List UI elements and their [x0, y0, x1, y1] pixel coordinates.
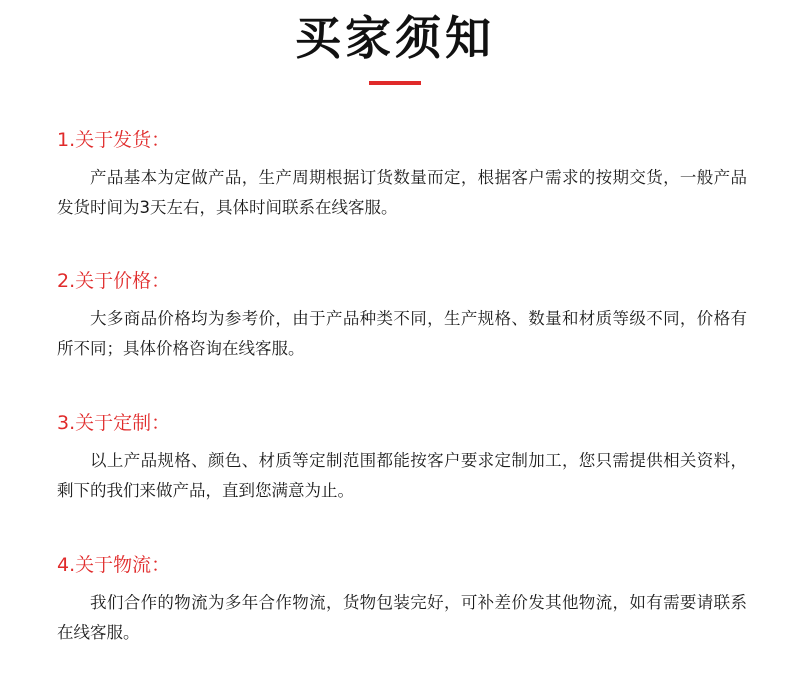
section-body: 产品基本为定做产品，生产周期根据订货数量而定，根据客户需求的按期交货，一般产品发货时间为3天左右，具体时间联系在线客服。	[57, 168, 747, 217]
section-price	[57, 268, 747, 364]
title-underline	[369, 81, 421, 85]
page-title: 买家须知	[295, 11, 495, 65]
section-customization	[57, 410, 747, 506]
section-logistics	[57, 552, 747, 648]
section-heading: 2.关于价格：	[57, 270, 171, 292]
section-heading: 4.关于物流：	[57, 554, 171, 576]
section-body: 以上产品规格、颜色、材质等定制范围都能按客户要求定制加工，您只需提供相关资料，剩下的我们来做产品，直到您满意为止。	[57, 451, 747, 500]
section-body: 大多商品价格均为参考价，由于产品种类不同，生产规格、数量和材质等级不同，价格有所不同；具体价格咨询在线客服。	[57, 309, 747, 358]
section-body: 我们合作的物流为多年合作物流，货物包装完好，可补差价发其他物流，如有需要请联系在线客服。	[57, 593, 747, 642]
section-heading: 1.关于发货：	[57, 129, 171, 151]
section-shipping	[57, 127, 747, 223]
section-heading: 3.关于定制：	[57, 412, 171, 434]
